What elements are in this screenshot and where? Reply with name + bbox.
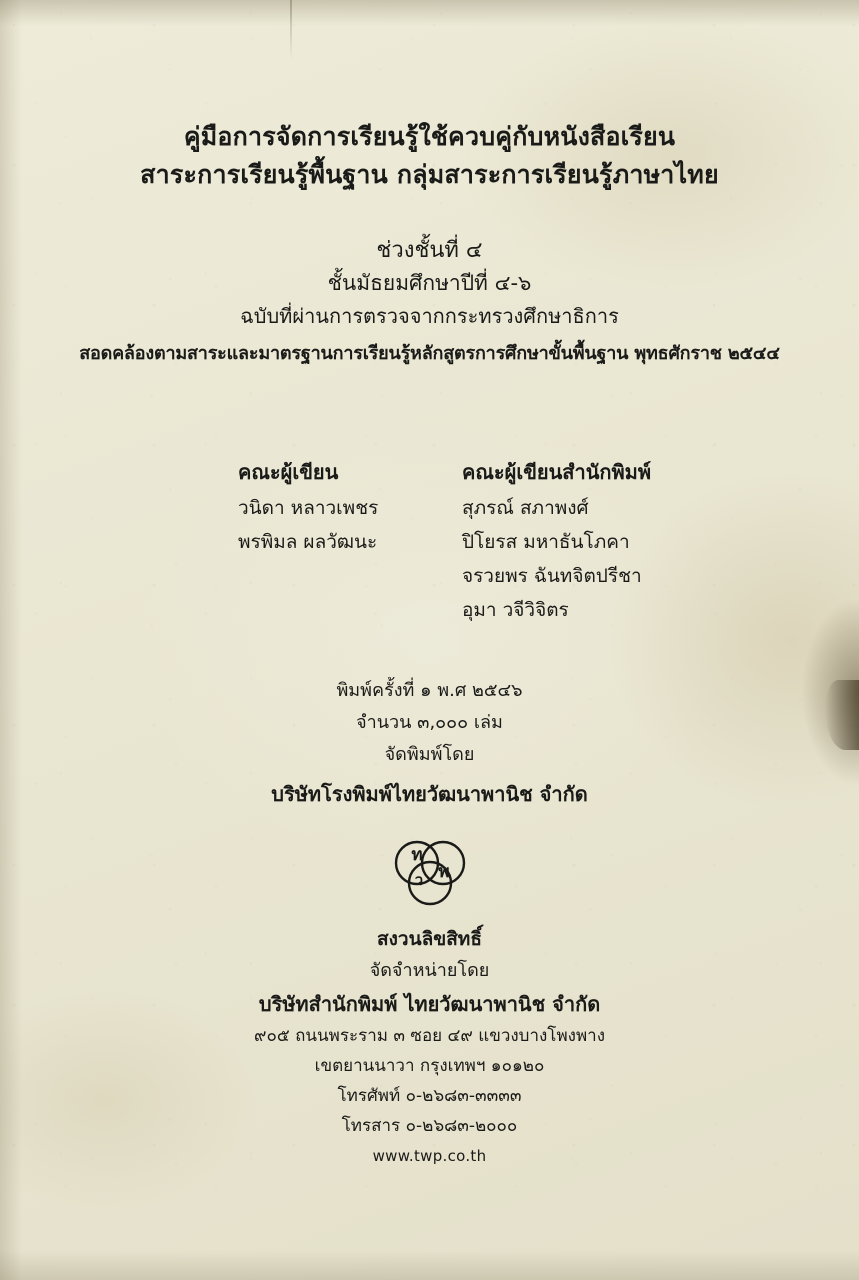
distributor-name: บริษัทสำนักพิมพ์ ไทยวัฒนาพานิช จำกัด	[258, 992, 601, 1016]
distributed-by-label: จัดจำหน่ายโดย	[369, 960, 490, 981]
author-name: ปิโยรส มหาธันโภคา	[461, 531, 630, 553]
author-name: อุมา วจีวิจิตร	[461, 599, 569, 621]
logo-letter-pho: พ	[437, 862, 450, 882]
twp-logo	[375, 833, 485, 911]
twp-logo-icon	[375, 833, 485, 911]
curriculum-standard-line: สอดคล้องตามสาระและมาตรฐานการเรียนรู้หลักสูตรการศึกษาขั้นพื้นฐาน พุทธศักราช ๒๕๔๔	[79, 343, 780, 364]
address-line: เขตยานนาวา กรุงเทพฯ ๑๐๑๒๐	[314, 1056, 545, 1076]
logo-letter-wo: ว	[414, 871, 423, 889]
publisher-authors-heading: คณะผู้เขียนสำนักพิมพ์	[461, 460, 652, 484]
author-name: วนิดา หลาวเพชร	[237, 497, 379, 519]
quantity-line: จำนวน ๓,๐๐๐ เล่ม	[356, 712, 503, 733]
bottom-edge-shadow	[0, 1250, 859, 1280]
authors-heading: คณะผู้เขียน	[237, 460, 339, 484]
fax-line: โทรสาร ๐-๒๖๘๓-๒๐๐๐	[341, 1116, 518, 1136]
address-line: ๙๐๕ ถนนพระราม ๓ ซอย ๔๙ แขวงบางโพงพาง	[254, 1026, 605, 1046]
spacer	[0, 627, 859, 675]
logo-letter-tho: ท	[410, 845, 423, 865]
authors-section	[0, 455, 859, 627]
authors-column-right	[462, 455, 651, 627]
spacer	[0, 911, 859, 919]
authors-column-left	[238, 455, 408, 627]
author-name: พรพิมล ผลวัฒนะ	[237, 531, 378, 553]
author-name: จรวยพร ฉันทจิตปรีชา	[461, 565, 642, 587]
page-title-line-2: สาระการเรียนรู้พื้นฐาน กลุ่มสาระการเรียนรู้ภาษาไทย	[140, 160, 719, 189]
printer-name: บริษัทโรงพิมพ์ไทยวัฒนาพานิช จำกัด	[271, 782, 588, 806]
spacer	[0, 194, 859, 234]
approval-line: ฉบับที่ผ่านการตรวจจากกระทรวงศึกษาธิการ	[240, 304, 619, 328]
edition-line: พิมพ์ครั้งที่ ๑ พ.ศ ๒๕๔๖	[336, 680, 523, 701]
phone-line: โทรศัพท์ ๐-๒๖๘๓-๓๓๓๓	[337, 1086, 522, 1106]
spacer	[0, 369, 859, 455]
page-title-line-1: คู่มือการจัดการเรียนรู้ใช้ควบคู่กับหนังสือเรียน	[183, 122, 676, 151]
author-name: สุภรณ์ สภาพงศ์	[461, 497, 589, 519]
copyright-notice: สงวนลิขสิทธิ์	[377, 928, 482, 950]
website-url: www.twp.co.th	[372, 1147, 487, 1165]
grade-range-line: ชั้นมัธยมศึกษาปีที่ ๔-๖	[327, 271, 532, 295]
education-stage-line: ช่วงชั้นที่ ๔	[376, 238, 483, 263]
printed-by-label: จัดพิมพ์โดย	[384, 744, 475, 765]
